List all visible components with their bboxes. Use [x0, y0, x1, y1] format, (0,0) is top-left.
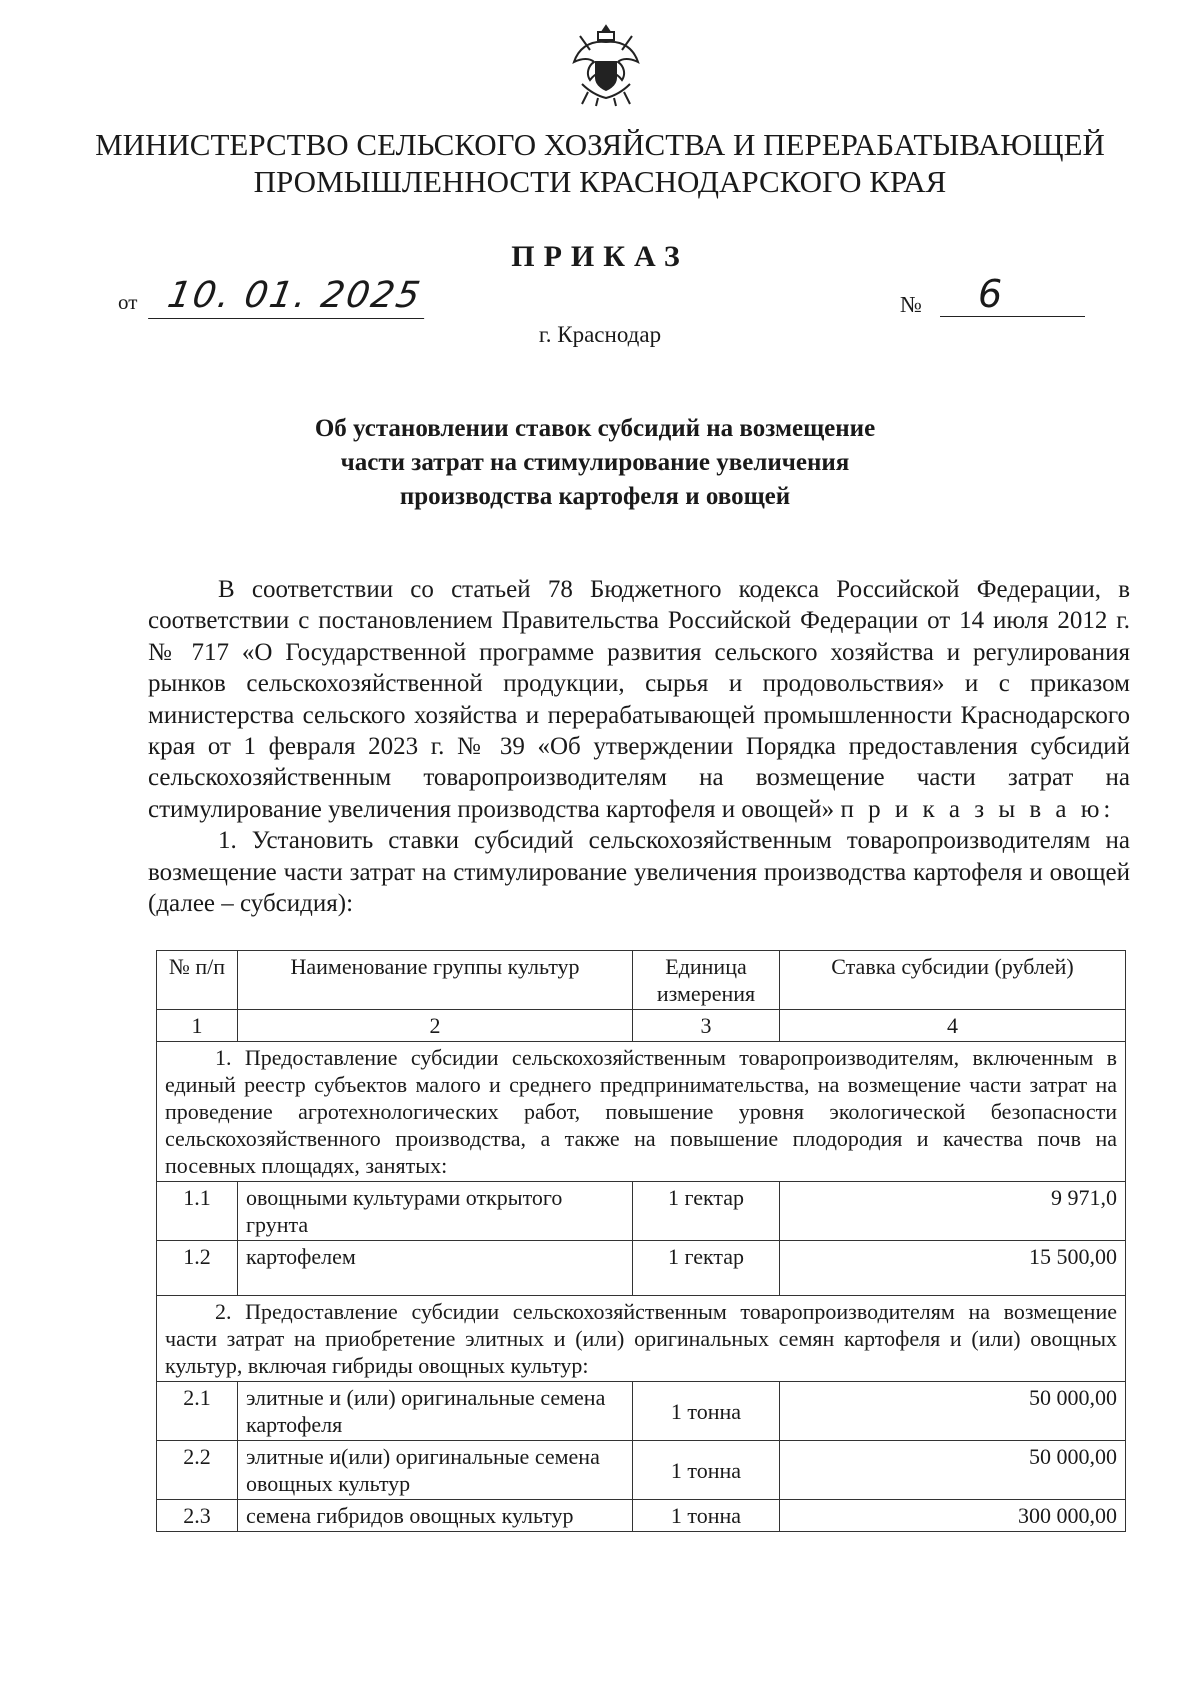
krasnodar-coat-of-arms-icon	[568, 22, 644, 108]
row-number: 1.2	[157, 1241, 238, 1296]
title-line-3: производства картофеля и овощей	[399, 483, 791, 510]
row-name: элитные и(или) оригинальные семена овощных культур	[238, 1441, 633, 1500]
section-1-text: 1. Предоставление субсидии сельскохозяйственным товаропроизводителям, включенным в единый реестр субъектов малого и среднего предпринимательства, на возмещение части затрат на проведение агротехнологических работ, повышение уровня экологической безопасности сельскохозяйственного производства, а также на повышение плодородия и качества почв на посевных площадях, занятых:	[165, 1045, 1117, 1178]
row-rate: 50 000,00	[780, 1382, 1126, 1441]
date-field	[118, 275, 425, 322]
table-row	[157, 1182, 1126, 1241]
section-2-row	[157, 1296, 1126, 1382]
col-number-2: 2	[238, 1010, 633, 1042]
ministry-name	[60, 126, 1140, 200]
row-number: 2.1	[157, 1382, 238, 1441]
table-header-row	[157, 951, 1126, 1010]
handwritten-date: 10. 01. 2025	[148, 274, 432, 319]
document-body	[148, 574, 1130, 919]
table-row	[157, 1500, 1126, 1532]
table-row	[157, 1382, 1126, 1441]
row-rate: 300 000,00	[780, 1500, 1126, 1532]
row-rate: 15 500,00	[780, 1241, 1126, 1296]
subsidy-rates-table	[156, 950, 1126, 1532]
row-number: 1.1	[157, 1182, 238, 1241]
col-number-1: 1	[157, 1010, 238, 1042]
header-cell-number: № п/п	[157, 951, 238, 1010]
preamble-paragraph	[148, 574, 1130, 825]
table-row	[157, 1241, 1126, 1296]
handwritten-number: 6	[940, 272, 1085, 317]
row-name: семена гибридов овощных культур	[238, 1500, 633, 1532]
date-prefix: от	[118, 290, 138, 314]
row-name: элитные и (или) оригинальные семена картофеля	[238, 1382, 633, 1441]
section-1-cell	[157, 1042, 1126, 1182]
section-1-row	[157, 1042, 1126, 1182]
section-2-cell	[157, 1296, 1126, 1382]
title-line-1: Об установлении ставок субсидий на возмещение	[314, 415, 876, 442]
row-name: овощными культурами открытого грунта	[238, 1182, 633, 1241]
header-cell-name: Наименование группы культур	[238, 951, 633, 1010]
item-1-paragraph: 1. Установить ставки субсидий сельскохозяйственным товаропроизводителям на возмещение части затрат на стимулирование увеличения производства картофеля и овощей (далее – субсидия):	[148, 827, 1130, 918]
row-number: 2.3	[157, 1500, 238, 1532]
row-rate: 9 971,0	[780, 1182, 1126, 1241]
row-unit: 1 гектар	[633, 1241, 780, 1296]
header-cell-unit: Единица измерения	[633, 951, 780, 1010]
preamble-text: В соответствии со статьей 78 Бюджетного кодекса Российской Федерации, в соответствии с постановлением Правительства Российской Федерации от 14 июля 2012 г. № 717 «О Государственной программе развития сельского хозяйства и регулирования рынков сельскохозяйственной продукции, сырья и продовольствия» и с приказом министерства сельского хозяйства и перерабатывающей промышленности Краснодарского края от 1 февраля 2023 г. № 39 «Об утверждении Порядка предоставления субсидий сельскохозяйственным товаропроизводителям на возмещение части затрат на стимулирование увеличения производства картофеля и овощей»	[148, 576, 1130, 823]
document-type: ПРИКАЗ	[511, 240, 689, 273]
row-unit: 1 тонна	[633, 1441, 780, 1500]
title-line-2: части затрат на стимулирование увеличения	[340, 449, 850, 476]
col-number-3: 3	[633, 1010, 780, 1042]
ministry-line-1: МИНИСТЕРСТВО СЕЛЬСКОГО ХОЗЯЙСТВА И ПЕРЕРАБАТЫВАЮЩЕЙ	[95, 127, 1105, 162]
column-number-row	[157, 1010, 1126, 1042]
number-field	[900, 272, 1100, 322]
table-row	[157, 1441, 1126, 1500]
city: г. Краснодар	[538, 322, 662, 347]
row-unit: 1 тонна	[633, 1500, 780, 1532]
section-2-text: 2. Предоставление субсидии сельскохозяйственным товаропроизводителям на возмещение части затрат на приобретение элитных и (или) оригинальных семян картофеля и (или) овощных культур, включая гибриды овощных культур:	[165, 1299, 1117, 1378]
col-number-4: 4	[780, 1010, 1126, 1042]
ministry-line-2: ПРОМЫШЛЕННОСТИ КРАСНОДАРСКОГО КРАЯ	[253, 164, 947, 199]
header-cell-rate: Ставка субсидии (рублей)	[780, 951, 1126, 1010]
row-rate: 50 000,00	[780, 1441, 1126, 1500]
row-number: 2.2	[157, 1441, 238, 1500]
row-name: картофелем	[238, 1241, 633, 1296]
document-title	[200, 412, 990, 514]
row-unit: 1 тонна	[633, 1382, 780, 1441]
order-word: п р и к а з ы в а ю:	[840, 795, 1115, 823]
row-unit: 1 гектар	[633, 1182, 780, 1241]
number-prefix: №	[900, 292, 922, 317]
